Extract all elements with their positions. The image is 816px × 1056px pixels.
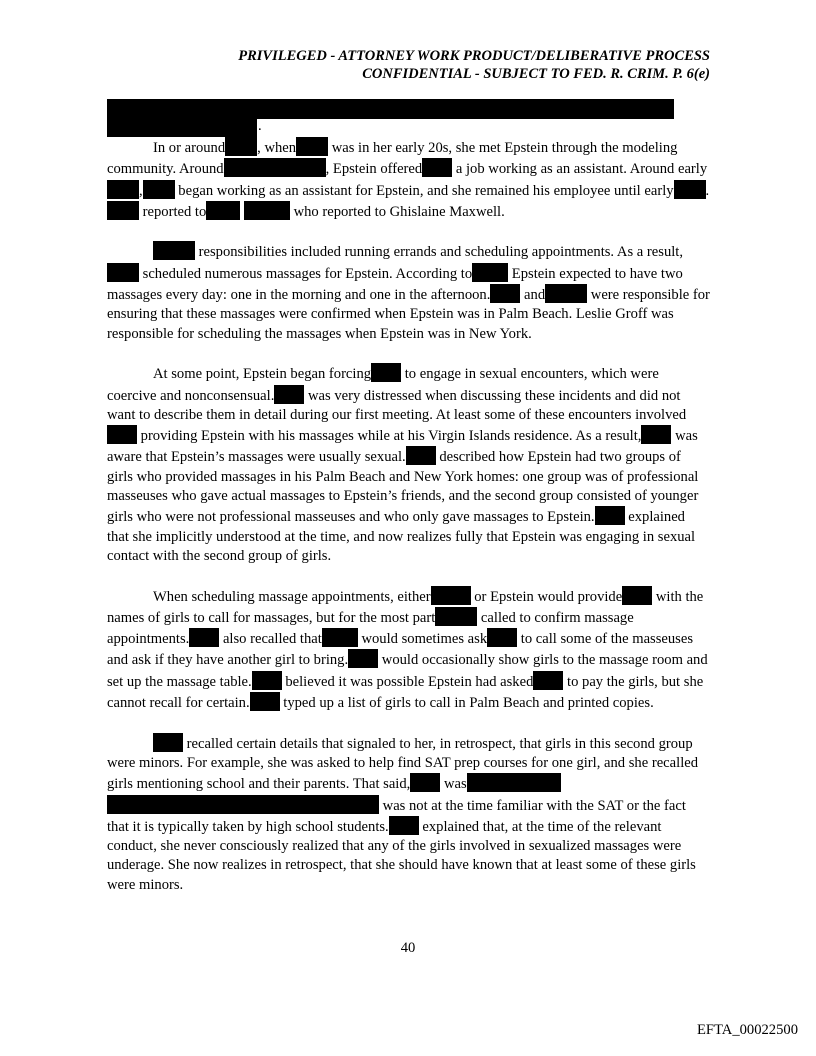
redaction-box	[107, 263, 139, 282]
text-run: to engage in sexual encounters, which were coercive and nonconsensual.	[107, 366, 659, 404]
paragraph-4	[107, 586, 710, 714]
text-run: ,	[139, 182, 143, 199]
text-run: recalled certain details that signaled to her, in retrospect, that girls in this second group were minors. For example, she was asked to help find SAT prep courses for one girl, and she recalled girls mentioning school and their parents. That said,	[107, 735, 699, 793]
redaction-box	[143, 180, 175, 199]
redaction-box	[153, 241, 195, 260]
text-run: would occasionally show girls to the massage room and set up the massage table.	[107, 652, 708, 690]
redaction-box	[674, 180, 706, 199]
paragraph-5	[107, 733, 710, 895]
text-run: , Epstein offered	[325, 161, 423, 178]
redaction-box	[641, 425, 671, 444]
text-run: were responsible for ensuring that these massages were confirmed when Epstein was in Palm Beach. Leslie Groff was responsible for scheduling the massages when Epstein was in New York.	[107, 287, 710, 342]
text-run: with the names of girls to call for massages, but for the most part	[107, 588, 704, 626]
text-run: providing Epstein with his massages while at his Virgin Islands residence. As a result,	[137, 428, 642, 445]
text-run: to pay the girls, but she cannot recall for certain.	[107, 673, 704, 712]
header-line-1: PRIVILEGED - ATTORNEY WORK PRODUCT/DELIBERATIVE PROCESS	[238, 48, 710, 64]
text-run: , when	[257, 140, 297, 156]
redaction-box	[467, 773, 561, 792]
document-id: EFTA_00022500	[697, 1022, 798, 1038]
redaction-box	[224, 158, 326, 177]
text-run: was not at the time familiar with the SAT or the fact that it is typically taken by high school students.	[107, 797, 686, 835]
redaction-box	[107, 201, 139, 220]
redaction-box	[389, 816, 419, 835]
redaction-box	[296, 137, 328, 156]
text-run: At some point, Epstein began forcing	[153, 366, 372, 383]
redaction-box	[622, 586, 652, 605]
redaction-box	[107, 180, 139, 199]
redaction-box	[107, 119, 257, 137]
redaction-box	[422, 158, 452, 177]
text-run: to call some of the masseuses and ask if they have another girl to bring.	[107, 631, 694, 669]
text-run: a job working as an assistant. Around early	[452, 161, 708, 178]
text-run: responsibilities included running errands and scheduling appointments. As a result,	[195, 244, 683, 261]
redaction-box	[435, 607, 477, 626]
redaction-box	[274, 385, 304, 404]
text-run: began working as an assistant for Epstein, and she remained his employee until early	[174, 182, 674, 199]
redaction-box	[533, 671, 563, 690]
text-run: would sometimes ask	[357, 631, 488, 648]
text-run: also recalled that	[219, 631, 322, 648]
text-run: scheduled numerous massages for Epstein. According to	[139, 265, 473, 282]
page-number: 40	[400, 940, 416, 956]
text-run: was in her early 20s, she met Epstein through the modeling community. Around	[107, 140, 678, 178]
document-body	[107, 99, 710, 914]
heading-period: .	[258, 118, 262, 134]
redaction-box	[107, 99, 674, 119]
redaction-box	[371, 363, 401, 382]
redaction-box	[250, 692, 280, 711]
redaction-box	[348, 649, 378, 668]
text-run: explained that, at the time of the relevant conduct, she never consciously realized that any of the girls involved in sexualized massages were underage. She now realizes in retrospect, that she should have known that at least some of these girls were minors.	[107, 818, 696, 893]
redaction-box	[487, 628, 517, 647]
text-run: or Epstein would provide	[470, 588, 623, 605]
text-run: explained that she implicitly understood at the time, and now realizes fully that Epstein was engaging in sexual contact with the second group of girls.	[107, 509, 696, 564]
text-run: was aware that Epstein’s massages were usually sexual.	[107, 428, 698, 466]
text-run: reported to	[139, 203, 207, 220]
redaction-box	[252, 671, 282, 690]
redaction-box	[431, 586, 471, 605]
text-run: described how Epstein had two groups of girls who provided massages in his Palm Beach and New York homes: one group was of professional masseuses who gave actual massages to Epstein’s friends, and the second group consisted of younger girls who were not professional masseuses and who only gave massages to Epstein.	[107, 449, 699, 526]
paragraph-2	[107, 241, 710, 343]
text-run: was very distressed when discussing these incidents and did not want to describe them in detail during our first meeting. At least some of these encounters involved	[107, 387, 687, 423]
paragraph-1	[107, 137, 710, 222]
privilege-header	[238, 47, 710, 83]
text-run: was	[440, 776, 467, 793]
redaction-box	[189, 628, 219, 647]
redaction-box	[410, 773, 440, 792]
text-run: who reported to Ghislaine Maxwell.	[289, 203, 505, 220]
text-run: .	[705, 182, 710, 199]
header-line-2: CONFIDENTIAL - SUBJECT TO FED. R. CRIM. P. 6(e)	[362, 66, 710, 82]
text-run: When scheduling massage appointments, either	[153, 588, 431, 605]
redaction-box	[472, 263, 508, 282]
redaction-box	[595, 506, 625, 525]
text-run: believed it was possible Epstein had asked	[281, 673, 534, 690]
redaction-box	[406, 446, 436, 465]
redaction-box	[107, 795, 379, 814]
redaction-box	[206, 201, 240, 220]
redaction-box	[225, 137, 257, 156]
text-run: typed up a list of girls to call in Palm Beach and printed copies.	[279, 695, 654, 712]
redaction-box	[244, 201, 290, 220]
paragraph-3	[107, 363, 710, 566]
text-run: Epstein expected to have two massages every day: one in the morning and one in the afternoon.	[107, 265, 683, 304]
redaction-box	[107, 425, 137, 444]
text-run: called to confirm massage appointments.	[107, 609, 634, 648]
text-run: In or around	[153, 140, 226, 156]
redacted-heading	[107, 99, 710, 137]
redaction-box	[322, 628, 358, 647]
redaction-box	[490, 284, 520, 303]
redaction-box	[153, 733, 183, 752]
redaction-box	[545, 284, 587, 303]
text-run: and	[520, 287, 546, 304]
